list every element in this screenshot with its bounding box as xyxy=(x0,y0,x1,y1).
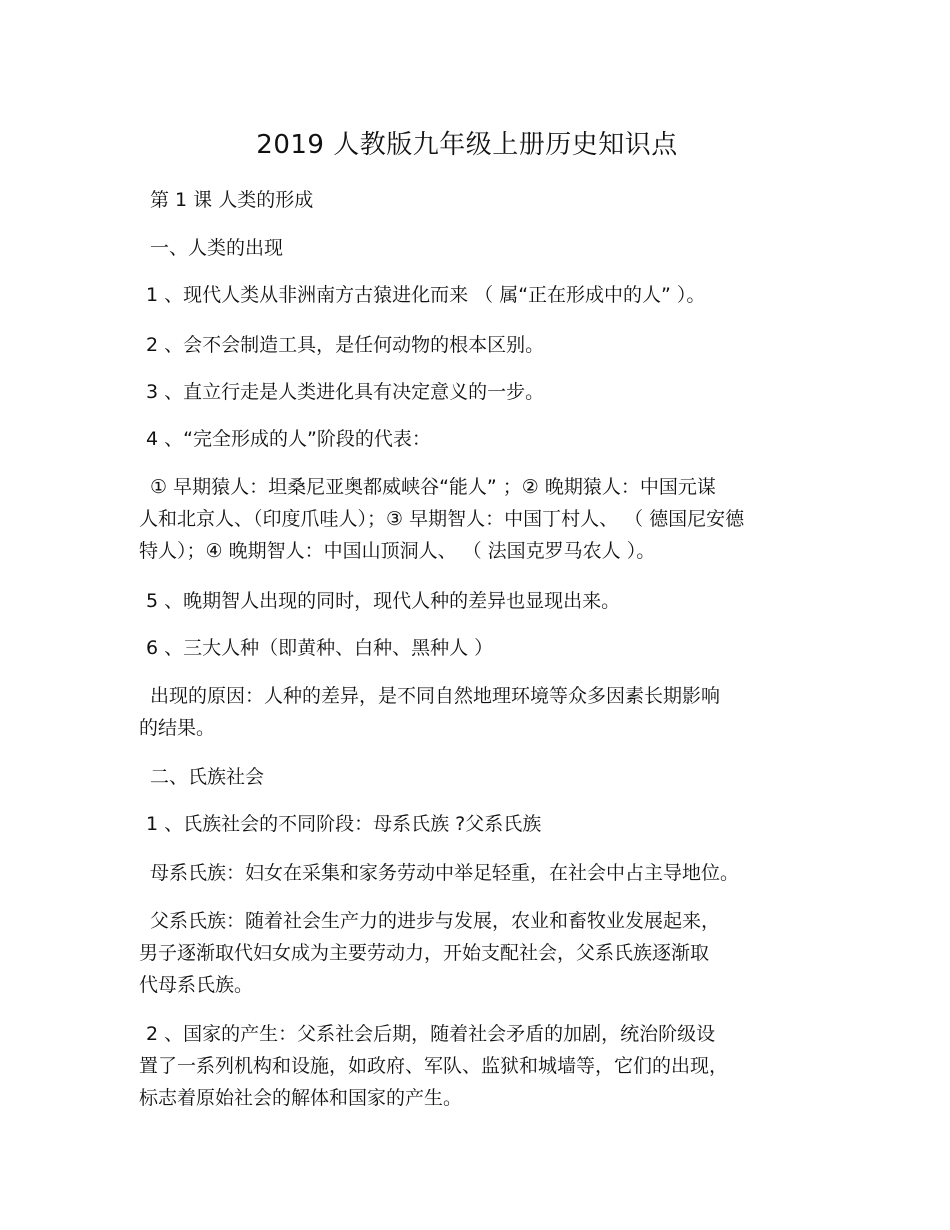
paragraph-line: ① 早期猿人：坦桑尼亚奥都威峡谷“能人” ；② 晚期猿人：中国元谋 xyxy=(150,476,716,498)
lesson-heading: 第 1 课 人类的形成 xyxy=(150,189,314,211)
patrilineal-paragraph xyxy=(139,905,799,1001)
paragraph-line: 标志着原始社会的解体和国家的产生。 xyxy=(139,1087,463,1109)
list-item: 2 、会不会制造工具，是任何动物的根本区别。 xyxy=(146,334,545,356)
list-item: 1 、氏族社会的不同阶段：母系氏族 ?父系氏族 xyxy=(146,813,542,835)
state-origin-paragraph xyxy=(139,1018,799,1114)
paragraph-line: 男子逐渐取代妇女成为主要劳动力，开始支配社会，父系氏族逐渐取 xyxy=(139,942,710,964)
paragraph-line: 代母系氏族。 xyxy=(139,974,254,996)
paragraph-line: 的结果。 xyxy=(139,717,216,739)
matrilineal-paragraph: 母系氏族：妇女在采集和家务劳动中举足轻重，在社会中占主导地位。 xyxy=(150,862,740,884)
list-item: 5 、晚期智人出现的同时，现代人种的差异也显现出来。 xyxy=(146,590,621,612)
paragraph-line: 2 、国家的产生：父系社会后期，随着社会矛盾的加剧，统治阶级设 xyxy=(146,1023,716,1045)
paragraph-line: 置了一系列机构和设施，如政府、军队、监狱和城墙等，它们的出现， xyxy=(139,1055,729,1077)
document-title: 2019 人教版九年级上册历史知识点 xyxy=(256,130,678,160)
list-item: 3 、直立行走是人类进化具有决定意义的一步。 xyxy=(146,381,545,403)
races-reason-paragraph xyxy=(139,680,799,744)
paragraph-line: 人和北京人、（印度爪哇人）；③ 早期智人：中国丁村人、 （ 德国尼安德 xyxy=(139,508,745,530)
list-item: 1 、现代人类从非洲南方古猿进化而来 （ 属“正在形成中的人” ）。 xyxy=(146,284,706,306)
list-item: 4 、“完全形成的人”阶段的代表： xyxy=(146,428,431,450)
section-heading-emergence: 一、人类的出现 xyxy=(150,237,284,259)
list-item: 6 、三大人种（即黄种、白种、黑种人 ） xyxy=(146,637,494,659)
section-heading-clan-society: 二、氏族社会 xyxy=(150,766,265,788)
paragraph-line: 出现的原因：人种的差异，是不同自然地理环境等众多因素长期影响 xyxy=(150,685,721,707)
representatives-paragraph xyxy=(139,471,799,567)
paragraph-line: 父系氏族：随着社会生产力的进步与发展，农业和畜牧业发展起来， xyxy=(150,910,721,932)
paragraph-line: 特人）；④ 晚期智人：中国山顶洞人、 （ 法国克罗马农人 ）。 xyxy=(139,540,656,562)
